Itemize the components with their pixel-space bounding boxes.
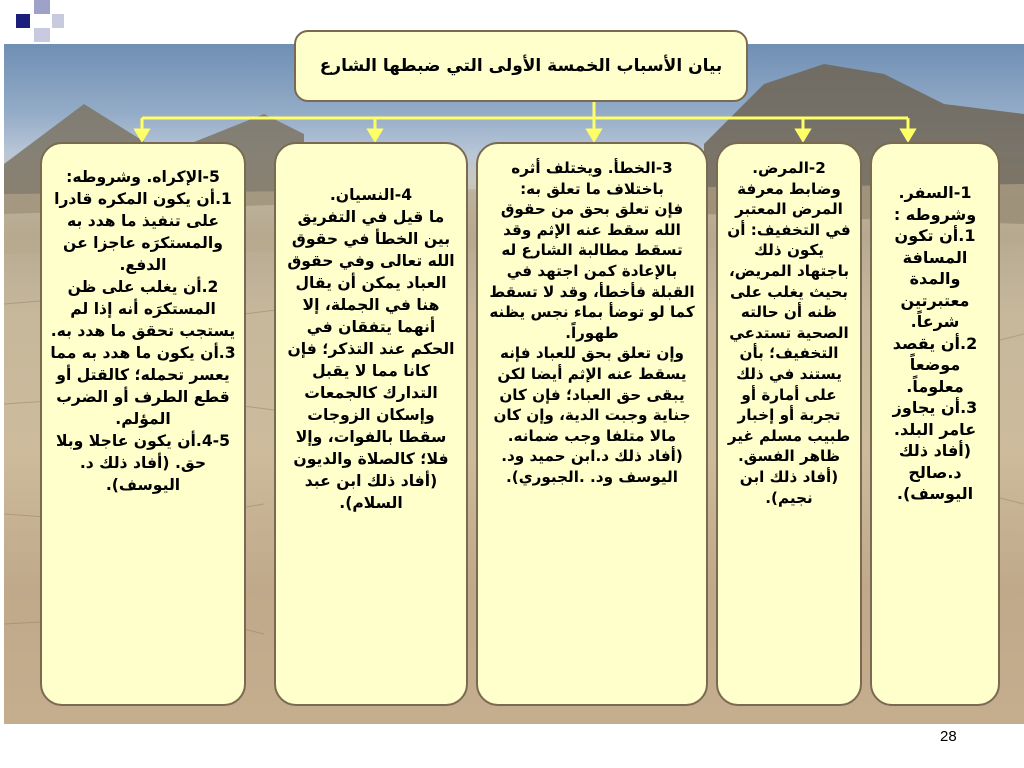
box-line: 2.أن يغلب على ظن المستكرَه أنه إذا لم يستجب تحقق ما هدد به.	[50, 278, 236, 340]
cause-box-travel	[870, 142, 1000, 706]
cause-box-illness	[716, 142, 862, 706]
box-line: (أفاد ذلك ابن نجيم).	[739, 467, 839, 507]
box-line: 3.أن يكون ما هدد به مما يعسر تحمله؛ كالقتل أو قطع الطرف أو الضرب المؤلم.	[50, 344, 236, 428]
box-heading: 3-الخطأ. ويختلف أثره باختلاف ما تعلق به:	[511, 159, 673, 198]
box-line: وضابط معرفة المرض المعتبر في التخفيف: أن يكون ذلك باجتهاد المريض، بحيث يغلب على ظنه أن حالته الصحية تستدعي التخفيف؛ بأن يستند في ذلك على أمارة أو تجربة أو إخبار طبيب مسلم غير ظاهر الفسق.	[727, 179, 851, 466]
box-line: 3.أن يجاوز عامر البلد.	[892, 398, 978, 439]
box-heading: 2-المرض.	[752, 159, 826, 177]
title-box	[294, 30, 748, 102]
box-heading: 5-الإكراه. وشروطه:	[66, 168, 220, 186]
box-line: 1.أن تكون المسافة والمدة معتبرتين شرعاً.	[894, 226, 976, 331]
box-line: ما قيل في التفريق بين الخطأ في حقوق الله تعالى وفي حقوق العباد يمكن أن يقال هنا في الجملة، إلا أنهما يتفقان في الحكم عند التذكر؛ فإن كانا مما لا يقبل التدارك كالجمعات وإسكان الزوجات سقطا بالفوات، وإلا فلا؛ كالصلاة والديون (أفاد ذلك ابن عبد السلام).	[287, 208, 455, 512]
box-line: وإن تعلق بحق للعباد فإنه يسقط عنه الإثم أيضا لكن يبقى حق العباد؛ فإن كان جناية وجبت الدية، وإن كان مالا متلفا وجب ضمانه.	[493, 344, 691, 445]
cause-box-coercion	[40, 142, 246, 706]
slide-page-number: 28	[940, 728, 957, 745]
box-heading: 1-السفر. وشروطه :	[893, 183, 977, 224]
box-line: فإن تعلق بحق من حقوق الله سقط عنه الإثم وقد تسقط مطالبة الشارع له بالإعادة كمن اجتهد في القبلة فأخطأ، وقد لا تسقط كما لو توضأ بماء نجس يظنه طهوراً.	[489, 200, 695, 342]
cause-box-mistake	[476, 142, 708, 706]
box-line: 4-5.أن يكون عاجلا وبلا حق. (أفاد ذلك د. اليوسف).	[55, 432, 231, 494]
title-text: بيان الأسباب الخمسة الأولى التي ضبطها الشارع	[319, 56, 723, 76]
box-line: 2.أن يقصد موضعاً معلوماً.	[892, 333, 978, 396]
cause-box-forgetfulness	[274, 142, 468, 706]
box-heading: 4-النسيان.	[329, 186, 413, 204]
box-line: (أفاد ذلك د.صالح اليوسف).	[896, 441, 974, 503]
box-line: 1.أن يكون المكره قادرا على تنفيذ ما هدد به والمستكرَه عاجزا عن الدفع.	[54, 190, 232, 274]
box-line: (أفاد ذلك د.ابن حميد ود. اليوسف ود. .الجبوري).	[501, 447, 683, 486]
